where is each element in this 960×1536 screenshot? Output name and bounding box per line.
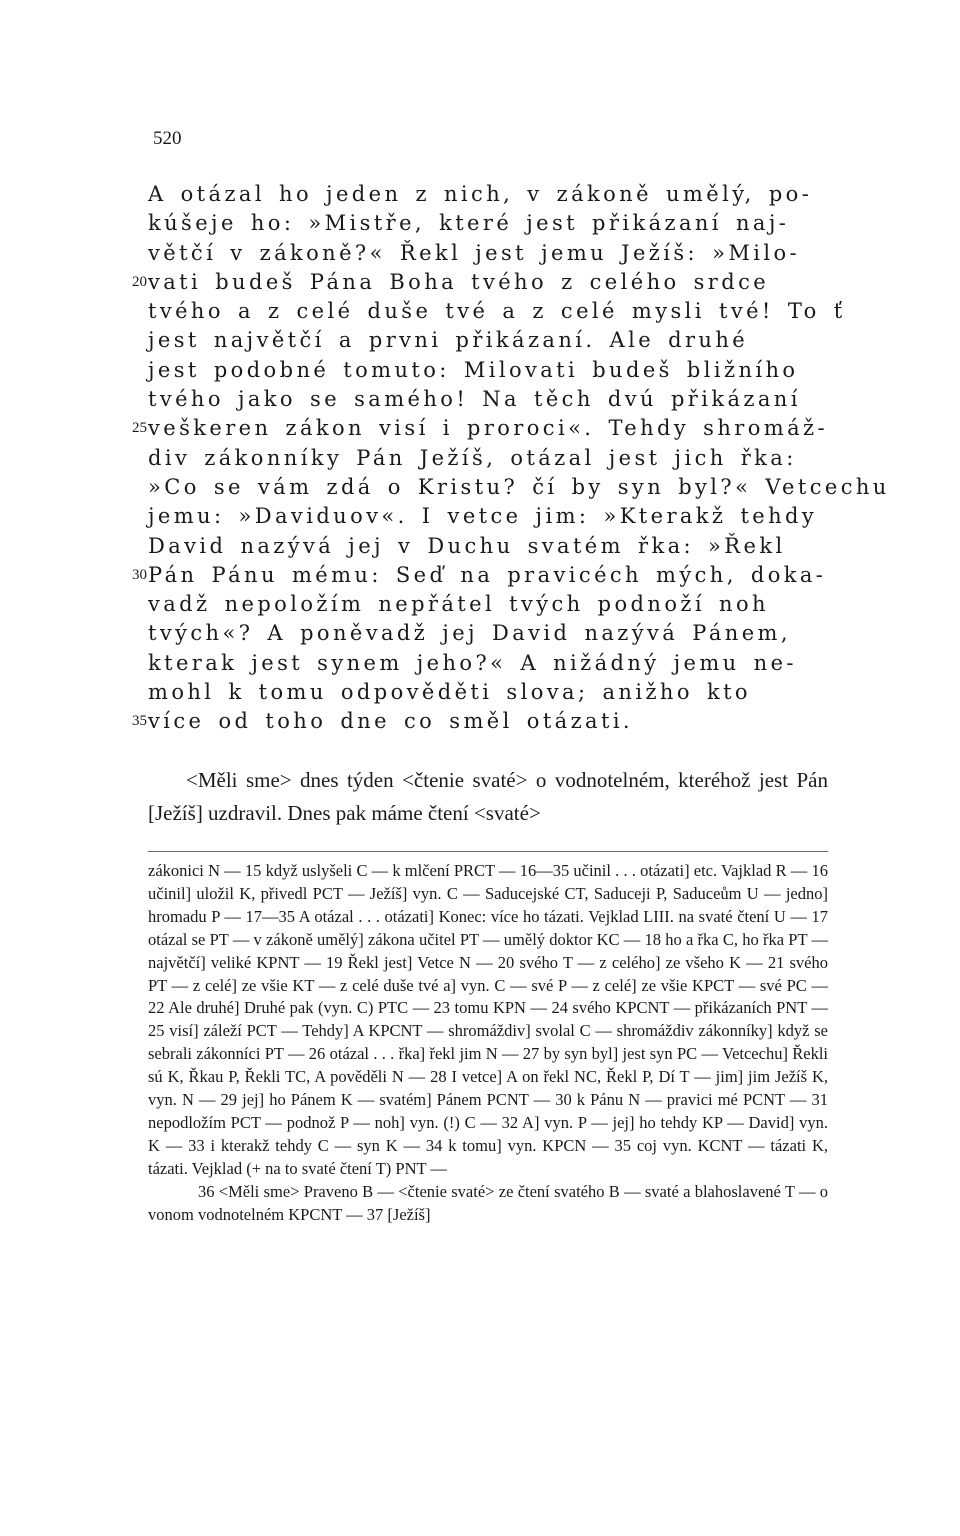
verse-line bbox=[0, 678, 828, 707]
critical-apparatus bbox=[148, 860, 828, 1227]
line-number: 35 bbox=[132, 713, 147, 730]
apparatus-paragraph: 36 <Měli sme> Praveno B — <čtenie svaté> ze čtení svatého B — svaté a blahoslavené T — o vonom vodnotelném KPCNT — 37 [Ježíš] bbox=[148, 1181, 828, 1224]
line-text: větčí v zákoně?« Řekl jest jemu Ježíš: »Milo- bbox=[148, 240, 801, 265]
line-text: veškeren zákon visí i proroci«. Tehdy shromáž- bbox=[148, 416, 828, 441]
main-text bbox=[0, 180, 960, 737]
verse-line bbox=[0, 209, 828, 238]
continuation-paragraph bbox=[148, 764, 828, 830]
line-number: 20 bbox=[132, 273, 147, 290]
line-text: tvého a z celé duše tvé a z celé mysli tvé! To ť bbox=[148, 299, 846, 324]
line-text: tvých«? A poněvadž jej David nazývá Pánem, bbox=[148, 621, 791, 646]
continuation-text: <Měli sme> dnes týden <čtenie svaté> o vodnotelném, kteréhož jest Pán [Ježíš] uzdravil. Dnes pak máme čtení <svaté> bbox=[148, 768, 828, 825]
line-text: David nazývá jej v Duchu svatém řka: »Řekl bbox=[148, 533, 786, 558]
line-text: kúšeje ho: »Mistře, které jest přikázaní naj- bbox=[148, 211, 790, 236]
line-text: jest podobné tomuto: Milovati budeš bližního bbox=[148, 357, 799, 382]
line-text: Pán Pánu mému: Seď na pravicéch mých, doka- bbox=[148, 562, 827, 587]
line-text: vadž nepoložím nepřátel tvých podnoží noh bbox=[148, 592, 769, 617]
verse-line bbox=[0, 180, 828, 209]
line-text: vati budeš Pána Boha tvého z celého srdce bbox=[148, 269, 770, 294]
verse-line bbox=[0, 619, 828, 648]
line-text: jest najvětčí a prvni přikázaní. Ale druhé bbox=[148, 328, 749, 353]
line-text: »Co se vám zdá o Kristu? čí by syn byl?« Vetcechu bbox=[148, 474, 890, 499]
line-text: div zákonníky Pán Ježíš, otázal jest jich řka: bbox=[148, 445, 797, 470]
line-text: mohl k tomu odpověděti slova; anižho kto bbox=[148, 680, 751, 705]
verse-line bbox=[0, 473, 890, 502]
verse-line bbox=[0, 385, 828, 414]
line-text: tvého jako se samého! Na těch dvú přikázaní bbox=[148, 387, 801, 412]
verse-line bbox=[0, 707, 828, 736]
page-number: 520 bbox=[153, 128, 182, 149]
verse-line bbox=[0, 649, 828, 678]
verse-line bbox=[0, 414, 828, 443]
verse-line bbox=[0, 326, 828, 355]
verse-line bbox=[0, 239, 828, 268]
verse-line bbox=[0, 502, 828, 531]
line-number: 30 bbox=[132, 566, 147, 583]
line-text: jemu: »Daviduov«. I vetce jim: »Kterakž tehdy bbox=[148, 504, 818, 529]
line-text: kterak jest synem jeho?« A nižádný jemu ne- bbox=[148, 650, 797, 675]
verse-line bbox=[0, 268, 828, 297]
verse-line bbox=[0, 297, 846, 326]
verse-line bbox=[0, 532, 828, 561]
verse-line bbox=[0, 590, 828, 619]
line-number: 25 bbox=[132, 420, 147, 437]
apparatus-separator bbox=[148, 851, 828, 852]
apparatus-paragraph: zákonici N — 15 když uslyšeli C — k mlčení PRCT — 16—35 učinil . . . otázati] etc. Vajklad R — 16 učinil] uložil K, přivedl PCT — Ježíš] vyn. C — Saducejské CT, Saduceji P, Saduceům U — jedno] hromadu P — 17—35 A otázal . . . otázati] Konec: více ho tázati. Vejklad LIII. na svaté čtení U — 17 otázal se PT — v zákoně umělý] zákona učitel PT — umělý doktor KC — 18 ho a řka C, ho řka PT — najvětčí] veliké KPNT — 19 Řekl jest] Vetce N — 20 svého T — z celého] ze všeho K — 21 svého PT — z celé] ze všie KT — z celé duše tvé a] vyn. C — své P — z celé] ze všie KPCT — své PC — 22 Ale druhé] Druhé pak (vyn. C) PTC — 23 tomu KPN — 24 svého KPCNT — přikázaních PNT — 25 visí] záleží PCT — Tehdy] A KPCNT — shromáždiv] svolal C — shromáždiv zákonníky] když se sebrali zákonníci PT — 26 otázal . . . řka] řekl jim N — 27 by syn byl] jest syn PC — Vetcechu] Řekli sú K, Řkau P, Řekli TC, A pověděli N — 28 I vetce] A on řekl NC, Řekl P, Dí T — jim] jim Ježíš K, vyn. N — 29 jej] ho Pánem K — svatém] Pánem PCNT — 30 k Pánu N — pravici mé PCNT — 31 nepodložím PCT — podnož P — noh] vyn. (!) C — 32 A] vyn. P — jej] ho tehdy KP — David] vyn. K — 33 i kterakž tehdy C — syn K — 34 k tomu] vyn. KPCN — 35 coj vyn. KCNT — tázati K, tázati. Vejklad (+ na to svaté čtení T) PNT — bbox=[148, 861, 828, 1178]
verse-line bbox=[0, 561, 828, 590]
verse-line bbox=[0, 444, 828, 473]
verse-line bbox=[0, 356, 828, 385]
line-text: více od toho dne co směl otázati. bbox=[148, 709, 634, 734]
line-text: A otázal ho jeden z nich, v zákoně umělý, po- bbox=[148, 182, 813, 206]
